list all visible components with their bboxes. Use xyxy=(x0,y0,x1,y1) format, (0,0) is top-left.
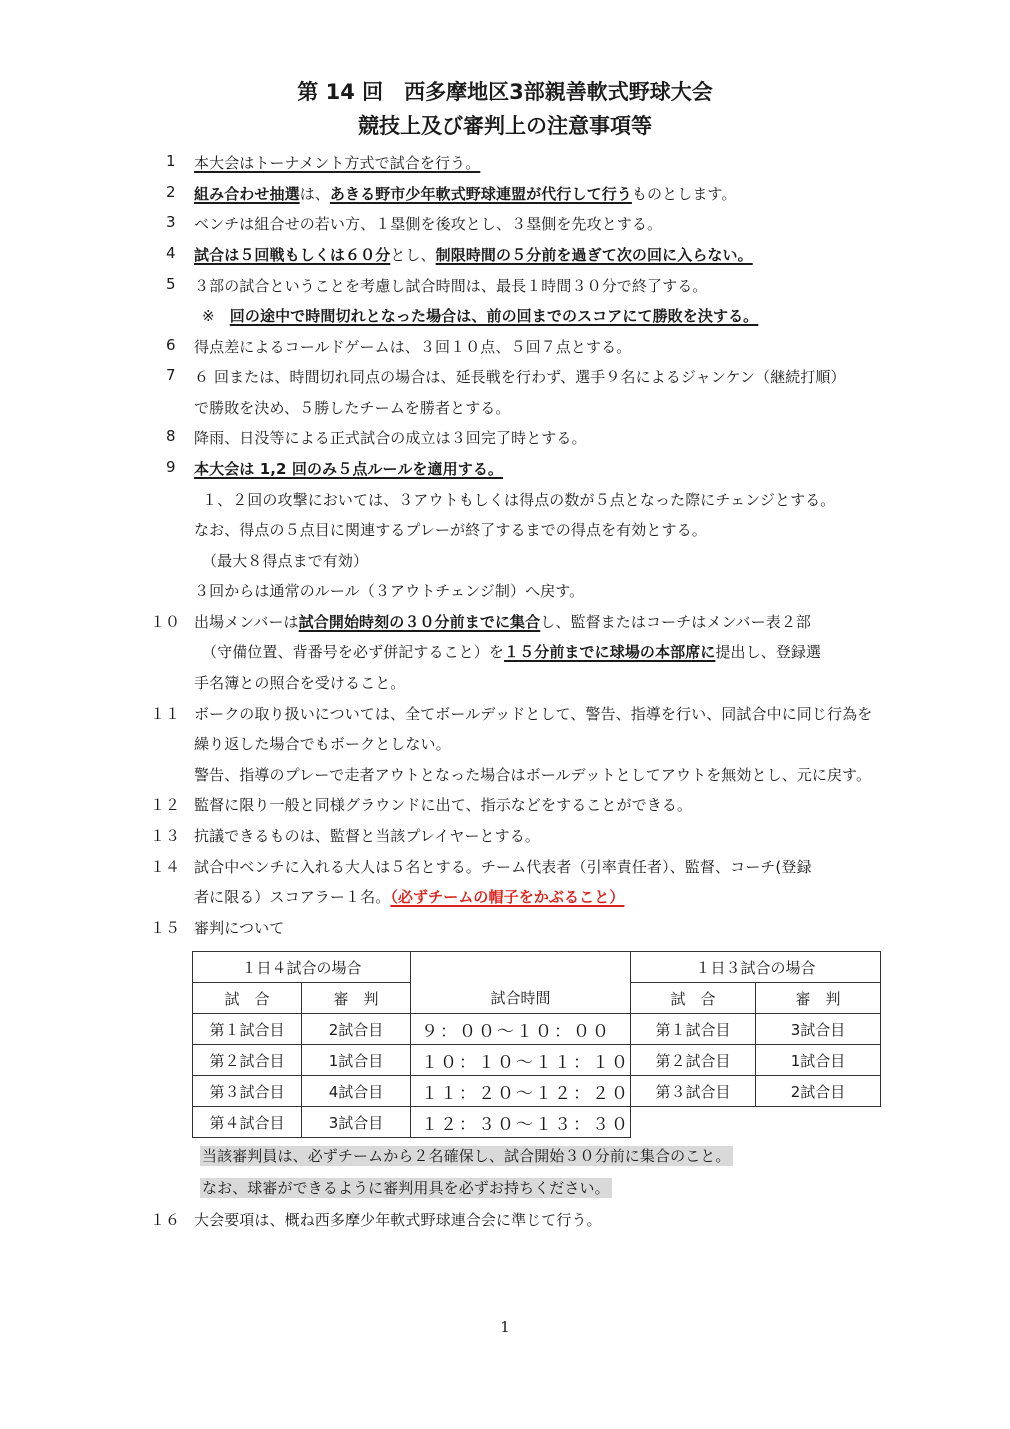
empty-cell xyxy=(631,1107,756,1138)
item-12: 監督に限り一般と同様グラウンドに出て、指示などをすることができる。 xyxy=(194,796,693,814)
item-2-bold: あきる野市少年軟式野球連盟が代行して行う xyxy=(329,185,632,203)
item-2-bold: 組み合わせ抽選 xyxy=(194,185,300,203)
page-number: 1 xyxy=(500,1318,510,1336)
item-8: 降雨、日没等による正式試合の成立は３回完了時とする。 xyxy=(194,429,587,447)
col-time: 試合時間 xyxy=(411,983,631,1014)
highlight-text: なお、球審ができるように審判用具を必ずお持ちください。 xyxy=(202,1179,610,1197)
item-10 xyxy=(194,611,811,632)
umpire-cell: 1試合目 xyxy=(302,1045,411,1076)
highlight-text: 当該審判員は、必ずチームから２名確保し、試合開始３０分前に集合のこと。 xyxy=(202,1147,731,1165)
item-number: １１ xyxy=(150,705,181,723)
item-11: ボークの取り扱いについては、全てボールデッドとして、警告、指導を行い、同試合中に同じ行為を xyxy=(194,705,873,723)
item-11-cont: 繰り返した場合でもボークとしない。 xyxy=(194,735,451,753)
item-number: １６ xyxy=(150,1211,181,1229)
item-number: １３ xyxy=(150,827,181,845)
item-2-text: は、 xyxy=(299,185,330,203)
item-number: １２ xyxy=(150,796,181,814)
item-number: 8 xyxy=(166,427,176,445)
item-3: ベンチは組合せの若い方、１塁側を後攻とし、３塁側を先攻とする。 xyxy=(194,215,663,233)
table-header-row xyxy=(193,952,881,983)
umpire-schedule-table xyxy=(192,951,881,1138)
item-14-cont xyxy=(194,886,624,907)
time-cell: １０：１０～１１：１０ xyxy=(411,1045,631,1076)
item-15-note-2 xyxy=(200,1177,612,1198)
note-mark: ※ xyxy=(202,307,215,325)
item-number: 5 xyxy=(166,275,176,293)
game-cell: 第２試合目 xyxy=(193,1045,302,1076)
item-14-warning: （必ずチームの帽子をかぶること） xyxy=(390,888,625,906)
item-4 xyxy=(194,244,753,265)
item-4-bold: 制限時間の５分前を過ぎて次の回に入らない。 xyxy=(435,246,753,264)
table-row xyxy=(193,1076,881,1107)
item-number: 1 xyxy=(166,152,176,170)
item-11-cont: 警告、指導のプレーで走者アウトとなった場合はボールデットとしてアウトを無効とし、元に戻す。 xyxy=(194,766,872,784)
game-cell: 第４試合目 xyxy=(193,1107,302,1138)
item-5-note xyxy=(202,305,758,326)
item-2-text: ものとします。 xyxy=(631,185,737,203)
item-10-text: （守備位置、背番号を必ず併記すること）を xyxy=(202,643,505,661)
col-umpire: 審 判 xyxy=(302,983,411,1014)
umpire-cell: 2試合目 xyxy=(756,1076,881,1107)
item-number: 3 xyxy=(166,213,176,231)
item-7: ６ 回または、時間切れ同点の場合は、延長戦を行わず、選手９名によるジャンケン（継続打順） xyxy=(194,368,846,386)
item-number: １４ xyxy=(150,858,181,876)
item-10-cont: 手名簿との照合を受けること。 xyxy=(194,674,406,692)
item-5: ３部の試合ということを考慮し試合時間は、最長１時間３０分で終了する。 xyxy=(194,277,708,295)
umpire-cell: 4試合目 xyxy=(302,1076,411,1107)
item-10-bold: １５分前までに球場の本部席に xyxy=(504,643,716,661)
game-cell: 第３試合目 xyxy=(193,1076,302,1107)
item-13: 抗議できるものは、監督と当該プレイヤーとする。 xyxy=(194,827,540,845)
game-cell: 第２試合目 xyxy=(631,1045,756,1076)
item-9-detail-2: なお、得点の５点目に関連するプレーが終了するまでの得点を有効とする。 xyxy=(194,521,707,539)
item-5-note-text: 回の途中で時間切れとなった場合は、前の回までのスコアにて勝敗を決する。 xyxy=(229,307,759,325)
item-9 xyxy=(194,458,503,479)
time-cell: ９：００～１０：００ xyxy=(411,1014,631,1045)
col-game: 試 合 xyxy=(631,983,756,1014)
item-9-text: 本大会は 1,2 回のみ５点ルールを適用する。 xyxy=(194,460,504,478)
item-number: 2 xyxy=(166,183,176,201)
item-number: 6 xyxy=(166,336,176,354)
item-6: 得点差によるコールドゲームは、３回１０点、５回７点とする。 xyxy=(194,338,632,356)
item-1-text: 本大会はトーナメント方式で試合を行う。 xyxy=(194,154,481,172)
empty-header-cell xyxy=(411,952,631,983)
game-cell: 第１試合目 xyxy=(631,1014,756,1045)
item-9-detail-1: １、２回の攻撃においては、３アウトもしくは得点の数が５点となった際にチェンジとする。 xyxy=(202,491,836,509)
item-number: 9 xyxy=(166,458,176,476)
item-9-detail-3: （最大８得点まで有効） xyxy=(202,552,369,570)
item-10-text: し、監督またはコーチはメンバー表２部 xyxy=(540,613,812,631)
game-cell: 第３試合目 xyxy=(631,1076,756,1107)
document-title: 第 14 回 西多摩地区3部親善軟式野球大会 xyxy=(297,80,713,104)
col-umpire: 審 判 xyxy=(756,983,881,1014)
group-3-header: １日３試合の場合 xyxy=(631,952,881,983)
item-10-cont xyxy=(202,641,821,662)
item-number: １５ xyxy=(150,919,181,937)
item-10-text: 出場メンバーは xyxy=(194,613,299,631)
table-header-row xyxy=(193,983,881,1014)
umpire-cell: 3試合目 xyxy=(302,1107,411,1138)
empty-cell xyxy=(756,1107,881,1138)
item-4-bold: 試合は５回戦もしくは６０分 xyxy=(194,246,391,264)
time-cell: １１：２０～１２：２０ xyxy=(411,1076,631,1107)
item-number: １０ xyxy=(150,613,181,631)
item-16: 大会要項は、概ね西多摩少年軟式野球連合会に準じて行う。 xyxy=(194,1211,602,1229)
umpire-cell: 2試合目 xyxy=(302,1014,411,1045)
item-15: 審判について xyxy=(194,919,285,937)
table-row xyxy=(193,1107,881,1138)
item-number: 4 xyxy=(166,244,176,262)
item-15-note-1 xyxy=(200,1145,733,1166)
col-game: 試 合 xyxy=(193,983,302,1014)
item-14-text: 者に限る）スコアラー１名。 xyxy=(194,888,391,906)
group-4-header: １日４試合の場合 xyxy=(193,952,411,983)
item-10-text: 提出し、登録選 xyxy=(715,643,822,661)
item-1 xyxy=(194,152,480,173)
table-row xyxy=(193,1045,881,1076)
item-10-bold: 試合開始時刻の３０分前までに集合 xyxy=(298,613,541,631)
item-2 xyxy=(194,183,736,204)
umpire-cell: 1試合目 xyxy=(756,1045,881,1076)
item-9-detail-4: ３回からは通常のルール（３アウトチェンジ制）へ戻す。 xyxy=(194,582,585,600)
item-14: 試合中ベンチに入れる大人は５名とする。チーム代表者（引率責任者）、監督、コーチ(登録 xyxy=(194,858,812,876)
table-row xyxy=(193,1014,881,1045)
document-subtitle: 競技上及び審判上の注意事項等 xyxy=(358,114,652,138)
item-number: 7 xyxy=(166,366,176,384)
item-4-text: とし、 xyxy=(390,246,436,264)
game-cell: 第１試合目 xyxy=(193,1014,302,1045)
umpire-cell: 3試合目 xyxy=(756,1014,881,1045)
item-7-cont: で勝敗を決め、５勝したチームを勝者とする。 xyxy=(194,399,511,417)
time-cell: １２：３０～１３：３０ xyxy=(411,1107,631,1138)
